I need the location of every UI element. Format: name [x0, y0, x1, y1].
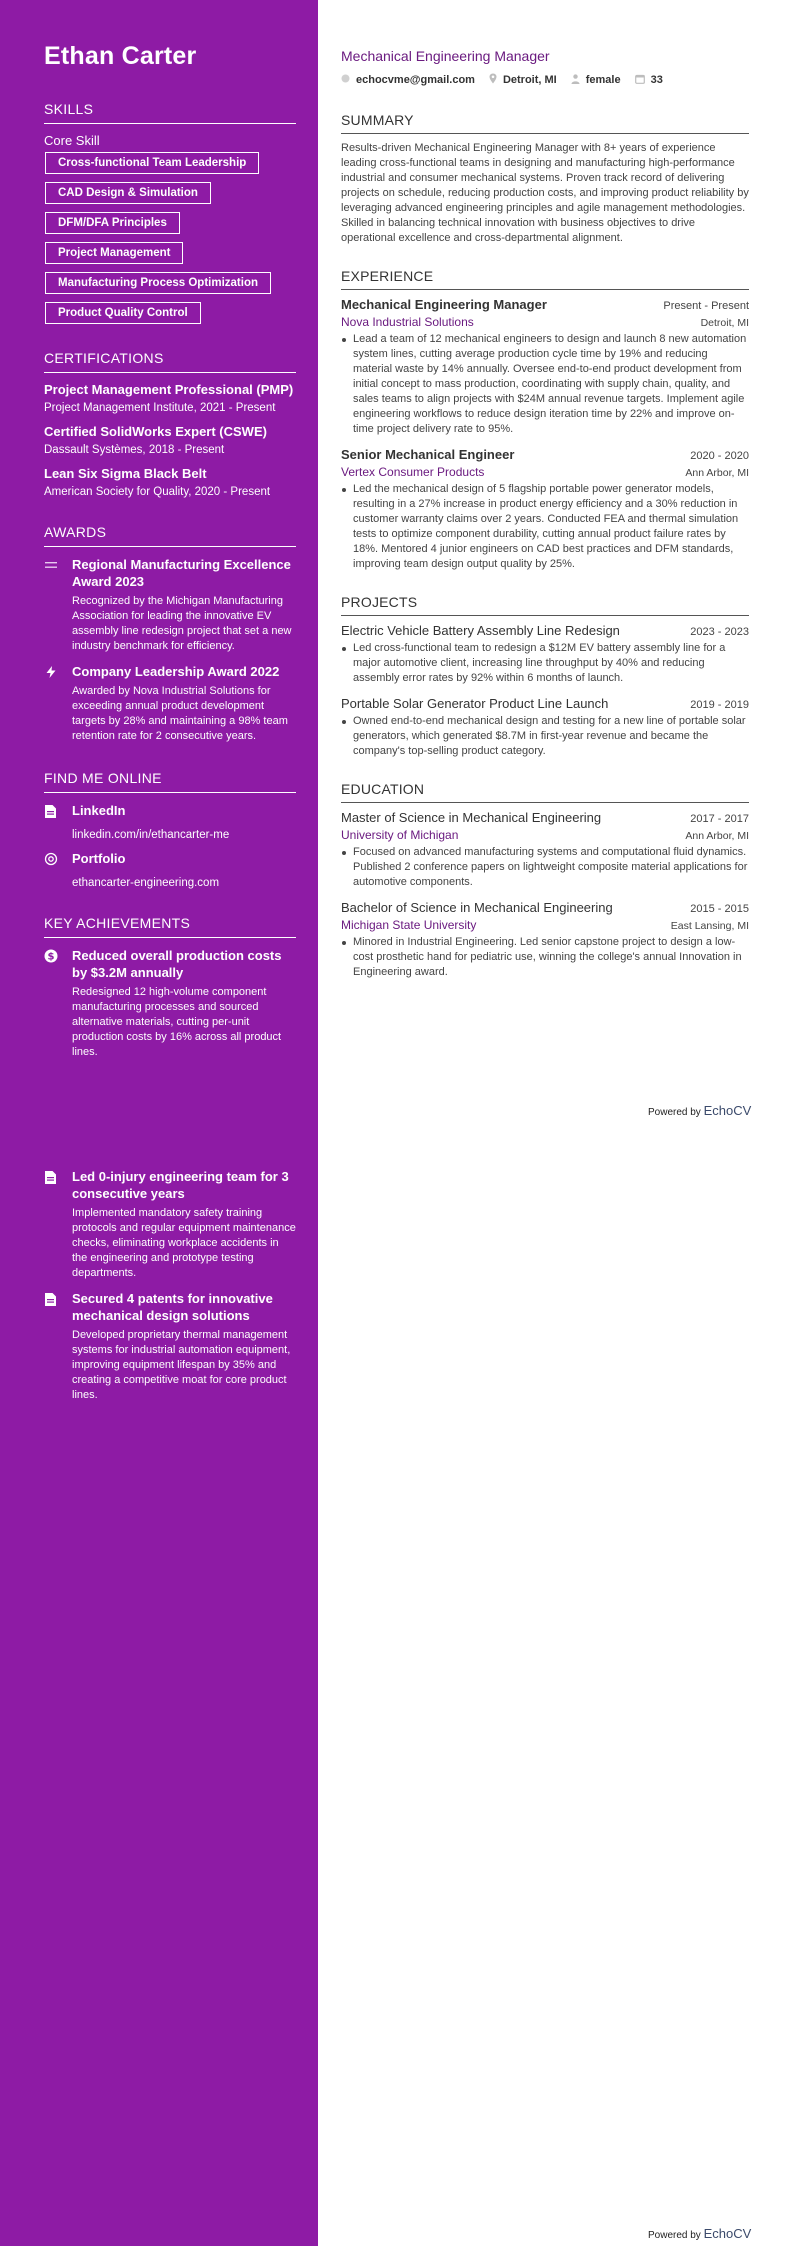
- achievement-description: Developed proprietary thermal management systems for industrial automation equipment, improving equipment lifespan by 35% and creating a competitive moat for core product lines.: [72, 1329, 291, 1401]
- contact-location: [489, 73, 557, 87]
- experience-title: Mechanical Engineering Manager: [341, 297, 547, 312]
- brand-logo[interactable]: EchoCV: [703, 2226, 752, 2241]
- school-location: East Lansing, MI: [670, 920, 749, 932]
- projects-section: [341, 594, 749, 759]
- online-label: Portfolio: [72, 851, 126, 866]
- achievement-item: [44, 947, 296, 1060]
- achievements-section: [44, 915, 296, 1403]
- powered-by-label: Powered by: [648, 2230, 701, 2241]
- summary-text: Results-driven Mechanical Engineering Manager with 8+ years of experience leading cross-functional teams in designing and manufacturing high-performance industrial and consumer mechanical systems. Proven track record of delivering projects on schedule, reducing production costs, and improving product reliability by leveraging advanced engineering principles and agile management methodologies. Skilled in balancing technical innovation with business objectives to drive operational excellence and cross-departmental alignment.: [341, 142, 749, 244]
- lightning-icon: [44, 663, 72, 679]
- education-section: [341, 781, 749, 980]
- education-date: 2015 - 2015: [690, 903, 749, 915]
- email-text[interactable]: echocvme@gmail.com: [356, 74, 475, 86]
- online-item-portfolio: [44, 850, 296, 889]
- contact-email: [341, 74, 475, 86]
- project-title: Portable Solar Generator Product Line Launch: [341, 696, 609, 711]
- project-bullet: Led cross-functional team to redesign a $12M EV battery assembly line for a major automotive client, increasing line throughput by 40% and reducing assembly error rates by 92% within 6 months of launch.: [341, 641, 749, 686]
- equals-icon: [44, 556, 72, 572]
- projects-heading: PROJECTS: [341, 594, 749, 616]
- award-title: Company Leadership Award 2022: [72, 664, 280, 679]
- summary-section: [341, 112, 749, 246]
- skill-tag: Cross-functional Team Leadership: [45, 152, 259, 174]
- candidate-name: Ethan Carter: [44, 42, 197, 70]
- project-bullet: Owned end-to-end mechanical design and testing for a new line of portable solar generators, which generated $8.7M in first-year revenue and became the company's top-selling product category.: [341, 714, 749, 759]
- achievement-description: Implemented mandatory safety training protocols and regular equipment maintenance checks, eliminating workplace accidents in the engineering and prototype testing departments.: [72, 1207, 296, 1279]
- powered-by-footer: [648, 1103, 751, 1118]
- experience-date: 2020 - 2020: [690, 450, 749, 462]
- achievements-heading: KEY ACHIEVEMENTS: [44, 915, 296, 938]
- achievement-title: Led 0-injury engineering team for 3 consecutive years: [72, 1169, 289, 1201]
- project-date: 2023 - 2023: [690, 626, 749, 638]
- job-title: Mechanical Engineering Manager: [341, 48, 550, 64]
- award-description: Recognized by the Michigan Manufacturing Association for leading the innovative EV assembly line redesign project that set a new industry benchmark for efficiency.: [72, 595, 292, 652]
- award-item: [44, 556, 296, 654]
- online-heading: FIND ME ONLINE: [44, 770, 296, 793]
- achievement-title: Reduced overall production costs by $3.2M annually: [72, 948, 282, 980]
- certification-item: [44, 382, 296, 414]
- experience-title: Senior Mechanical Engineer: [341, 447, 515, 462]
- certification-name: Lean Six Sigma Black Belt: [44, 466, 207, 481]
- experience-company: Vertex Consumer Products: [341, 465, 485, 479]
- achievement-item: [44, 1290, 296, 1403]
- contact-age: [635, 74, 663, 87]
- education-bullet: Minored in Industrial Engineering. Led senior capstone project to design a low-cost prosthetic hand for pediatric use, winning the college's annual Innovation in Engineering award.: [341, 935, 749, 980]
- document-icon: [44, 1168, 72, 1185]
- age-text: 33: [650, 74, 663, 86]
- project-entry: [341, 623, 749, 686]
- experience-bullet: Lead a team of 12 mechanical engineers to design and launch 8 new automation system lines, cutting average production cycle time by 19% and reducing material waste by 14% annually. Oversee end-to-end product development from initial concept to mass production, coordinating with supply chain, quality, and sales teams to align projects with $24M annual revenue targets. Implement agile engineering workflows to reduce design iteration time by 22% and improve on-time project delivery rate to 95%.: [341, 332, 749, 437]
- certifications-section: [44, 350, 296, 498]
- skills-heading: SKILLS: [44, 101, 296, 124]
- project-date: 2019 - 2019: [690, 699, 749, 711]
- skill-tag: Manufacturing Process Optimization: [45, 272, 271, 294]
- certification-detail: Dassault Systèmes, 2018 - Present: [44, 444, 225, 456]
- education-date: 2017 - 2017: [690, 813, 749, 825]
- certification-name: Project Management Professional (PMP): [44, 382, 294, 397]
- core-skill-label: Core Skill: [44, 133, 100, 148]
- brand-logo[interactable]: EchoCV: [703, 1103, 752, 1118]
- powered-by-footer: [648, 2226, 751, 2241]
- education-entry: [341, 810, 749, 890]
- location-pin-icon: [489, 73, 503, 87]
- online-label: LinkedIn: [72, 803, 126, 818]
- location-text: Detroit, MI: [502, 74, 557, 86]
- experience-entry: [341, 297, 749, 437]
- school-name: Michigan State University: [341, 918, 477, 932]
- at-sign-icon: [44, 850, 72, 866]
- svg-text:$: $: [47, 951, 55, 963]
- skills-section: [44, 101, 296, 324]
- certification-name: Certified SolidWorks Expert (CSWE): [44, 424, 267, 439]
- gender-text: female: [585, 74, 621, 86]
- school-name: University of Michigan: [341, 828, 459, 842]
- contact-gender: [571, 74, 621, 87]
- calendar-icon: [635, 74, 651, 87]
- experience-location: Detroit, MI: [700, 317, 749, 329]
- awards-section: [44, 524, 296, 744]
- portfolio-link[interactable]: ethancarter-engineering.com: [72, 877, 220, 889]
- summary-heading: SUMMARY: [341, 112, 749, 134]
- person-icon: [571, 74, 586, 87]
- certification-detail: American Society for Quality, 2020 - Present: [44, 486, 271, 498]
- skill-tag: DFM/DFA Principles: [45, 212, 180, 234]
- award-title: Regional Manufacturing Excellence Award 2023: [72, 557, 291, 589]
- awards-heading: AWARDS: [44, 524, 296, 547]
- certification-item: [44, 466, 296, 498]
- linkedin-link[interactable]: linkedin.com/in/ethancarter-me: [72, 829, 230, 841]
- certifications-heading: CERTIFICATIONS: [44, 350, 296, 373]
- skill-tag: CAD Design & Simulation: [45, 182, 211, 204]
- experience-date: Present - Present: [663, 300, 749, 312]
- award-description: Awarded by Nova Industrial Solutions for exceeding annual product development targets by 28% and maintaining a 98% team retention rate for 2 consecutive years.: [72, 685, 288, 742]
- dollar-circle-icon: [44, 947, 72, 963]
- sidebar: [0, 0, 318, 2246]
- award-item: [44, 663, 296, 744]
- degree-title: Bachelor of Science in Mechanical Engineering: [341, 900, 613, 915]
- certification-detail: Project Management Institute, 2021 - Present: [44, 402, 276, 414]
- achievement-item: [44, 1168, 296, 1281]
- document-icon: [44, 802, 72, 819]
- experience-location: Ann Arbor, MI: [685, 467, 749, 479]
- powered-by-label: Powered by: [648, 1107, 701, 1118]
- document-icon: [44, 1290, 72, 1307]
- skill-tag: Project Management: [45, 242, 183, 264]
- education-entry: [341, 900, 749, 980]
- certification-item: [44, 424, 296, 456]
- contact-bar: [341, 73, 749, 87]
- email-icon: [341, 74, 356, 86]
- achievement-title: Secured 4 patents for innovative mechanical design solutions: [72, 1291, 273, 1323]
- project-entry: [341, 696, 749, 759]
- experience-heading: EXPERIENCE: [341, 268, 749, 290]
- experience-bullet: Led the mechanical design of 5 flagship portable power generator models, resulting in a 27% increase in product energy efficiency and a 30% reduction in customer warranty claims over 2 years. Conducted FEA and thermal simulation tests to optimize component durability, cutting annual product failure rates by 18%. Mentored 4 junior engineers on CAD best practices and DFM standards, improving team design output quality by 25%.: [341, 482, 749, 572]
- skill-tag: Product Quality Control: [45, 302, 201, 324]
- experience-section: [341, 268, 749, 572]
- education-heading: EDUCATION: [341, 781, 749, 803]
- experience-entry: [341, 447, 749, 572]
- main-content: [341, 48, 749, 1002]
- project-title: Electric Vehicle Battery Assembly Line Redesign: [341, 623, 620, 638]
- online-item-linkedin: [44, 802, 296, 841]
- school-location: Ann Arbor, MI: [685, 830, 749, 842]
- online-section: [44, 770, 296, 889]
- experience-company: Nova Industrial Solutions: [341, 315, 474, 329]
- education-bullet: Focused on advanced manufacturing systems and computational fluid dynamics. Published 2 conference papers on lightweight composite material applications for automotive components.: [341, 845, 749, 890]
- achievement-description: Redesigned 12 high-volume component manufacturing processes and sourced alternative materials, cutting per-unit production costs by 16% across all product lines.: [72, 986, 282, 1058]
- degree-title: Master of Science in Mechanical Engineering: [341, 810, 602, 825]
